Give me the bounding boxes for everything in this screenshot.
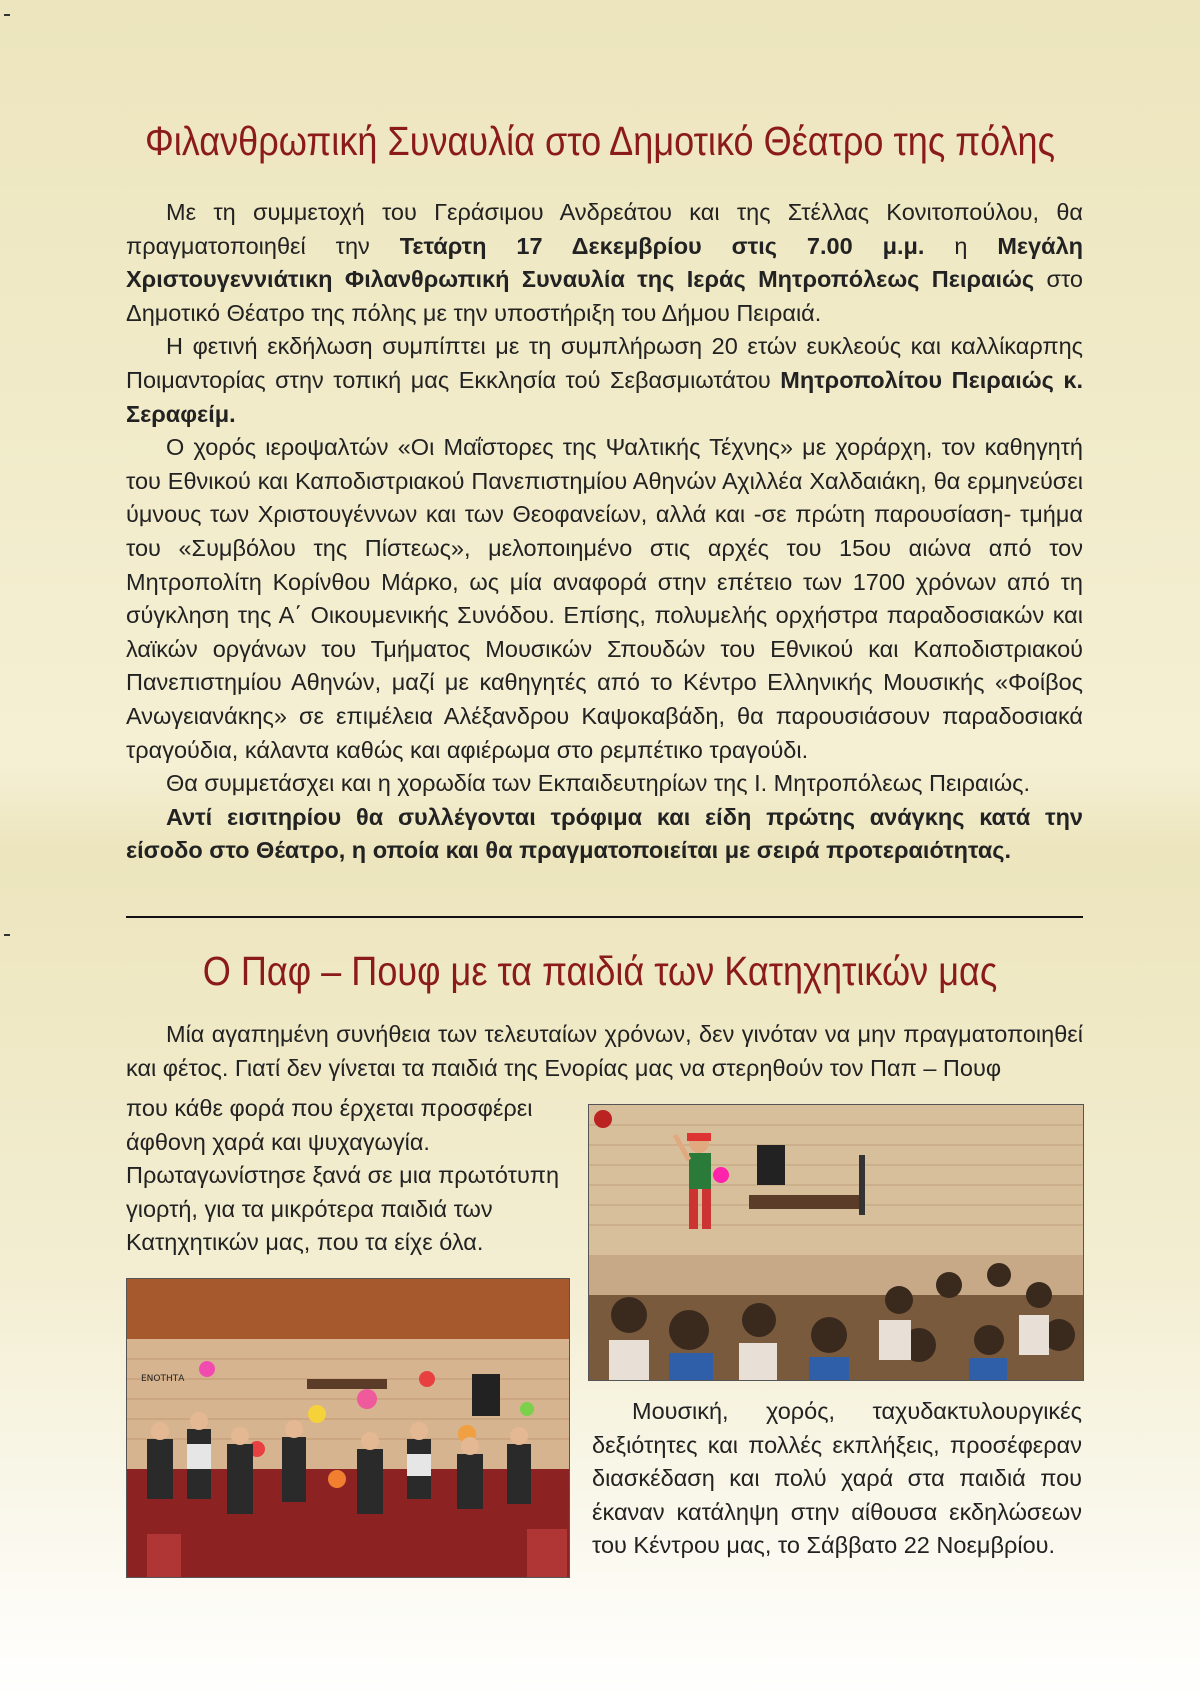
article2-intro	[126, 1018, 1083, 1085]
article2-left-text: που κάθε φορά που έρχεται προσφέρει άφθονη χαρά και ψυχαγωγία. Πρωταγωνίστησε ξανά σε μια πρωτότυπη γιορτή, για τα μικρότερα παιδιά των Κατηχητικών μας, που τα είχε όλα.	[126, 1095, 560, 1256]
article1-paragraph-4: Θα συμμετάσχει και η χορωδία των Εκπαιδευτηρίων της Ι. Μητροπόλεως Πειραιώς.	[166, 770, 1031, 797]
article1-paragraph-5: Αντί εισιτηρίου θα συλλέγονται τρόφιμα και είδη πρώτης ανάγκης κατά την είσοδο στο Θέατρο, η οποία και θα πραγματοποιείται με σειρά προτεραιότητας.	[126, 803, 1083, 864]
crop-mark-top	[4, 14, 10, 16]
photo-children-balloons-image	[127, 1279, 569, 1577]
article2-right-text: Μουσική, χορός, ταχυδακτυλουργικές δεξιότητες και πολλές εκπλήξεις, προσέφεραν διασκέδαση και πολύ χαρά στα παιδιά που έκαναν κατάληψη στην αίθουσα εκδηλώσεων του Κέντρου μας, το Σάββατο 22 Νοεμβρίου.	[592, 1398, 1082, 1559]
article2-left-column	[126, 1092, 566, 1260]
crop-mark-middle	[4, 934, 10, 936]
article1-body	[126, 196, 1083, 868]
svg-text:ΕΝΟΤΗΤΑ: ΕΝΟΤΗΤΑ	[141, 1374, 185, 1384]
article2-right-column	[592, 1395, 1082, 1563]
photo-performer-audience	[588, 1104, 1084, 1381]
article1-paragraph-2: Η φετινή εκδήλωση συμπίπτει με τη συμπλήρωση 20 ετών ευκλεούς και καλλίκαρπης Ποιμαντορίας στην τοπική μας Εκκλησία τού Σεβασμιωτάτου Μητροπολίτου Πειραιώς κ. Σεραφείμ.	[126, 333, 1083, 427]
article2-title: Ο Παφ – Πουφ με τα παιδιά των Κατηχητικών μας	[202, 948, 998, 994]
photo-performer-audience-image	[589, 1105, 1083, 1380]
photo-children-balloons	[126, 1278, 570, 1578]
article1-title: Φιλανθρωπική Συναυλία στο Δημοτικό Θέατρο της πόλης	[144, 118, 1056, 164]
article1-paragraph-1: Με τη συμμετοχή του Γεράσιμου Ανδρεάτου και της Στέλλας Κονιτοπούλου, θα πραγματοποιηθεί την Τετάρτη 17 Δεκεμβρίου στις 7.00 μ.μ. η Μεγάλη Χριστουγεννιάτικη Φιλανθρωπική Συναυλία της Ιεράς Μητροπόλεως Πειραιώς στο Δημοτικό Θέατρο της πόλης με την υποστήριξη του Δήμου Πειραιά.	[126, 199, 1083, 326]
article2-intro-text: Μία αγαπημένη συνήθεια των τελευταίων χρόνων, δεν γινόταν να μην πραγματοποιηθεί και φέτος. Γιατί δεν γίνεται τα παιδιά της Ενορίας μας να στερηθούν τον Παπ – Πουφ	[126, 1021, 1083, 1081]
article1-paragraph-3: Ο χορός ιεροψαλτών «Οι Μαΐστορες της Ψαλτικής Τέχνης» με χοράρχη, τον καθηγητή του Εθνικού και Καποδιστριακού Πανεπιστημίου Αθηνών Αχιλλέα Χαλδαιάκη, θα ερμηνεύσει ύμνους των Χριστουγέννων και των Θεοφανείων, αλλά και -σε πρώτη παρουσίαση- τμήμα του «Συμβόλου της Πίστεως», μελοποιημένο στις αρχές του 15ου αιώνα από τον Μητροπολίτη Κορίνθου Μάρκο, ως μία αναφορά στην επέτειο των 1700 χρόνων από τη σύγκληση της Α΄ Οικουμενικής Συνόδου. Επίσης, πολυμελής ορχήστρα παραδοσιακών και λαϊκών οργάνων του Τμήματος Μουσικών Σπουδών του Εθνικού και Καποδιστριακού Πανεπιστημίου Αθηνών, μαζί με καθηγητές από το Κέντρο Ελληνικής Μουσικής «Φοίβος Ανωγειανάκης» σε επιμέλεια Αλέξανδρου Καψοκαβάδη, θα παρουσιάσουν παραδοσιακά τραγούδια, κάλαντα καθώς και αφιέρωμα στο ρεμπέτικο τραγούδι.	[126, 434, 1083, 763]
section-divider	[126, 916, 1083, 918]
